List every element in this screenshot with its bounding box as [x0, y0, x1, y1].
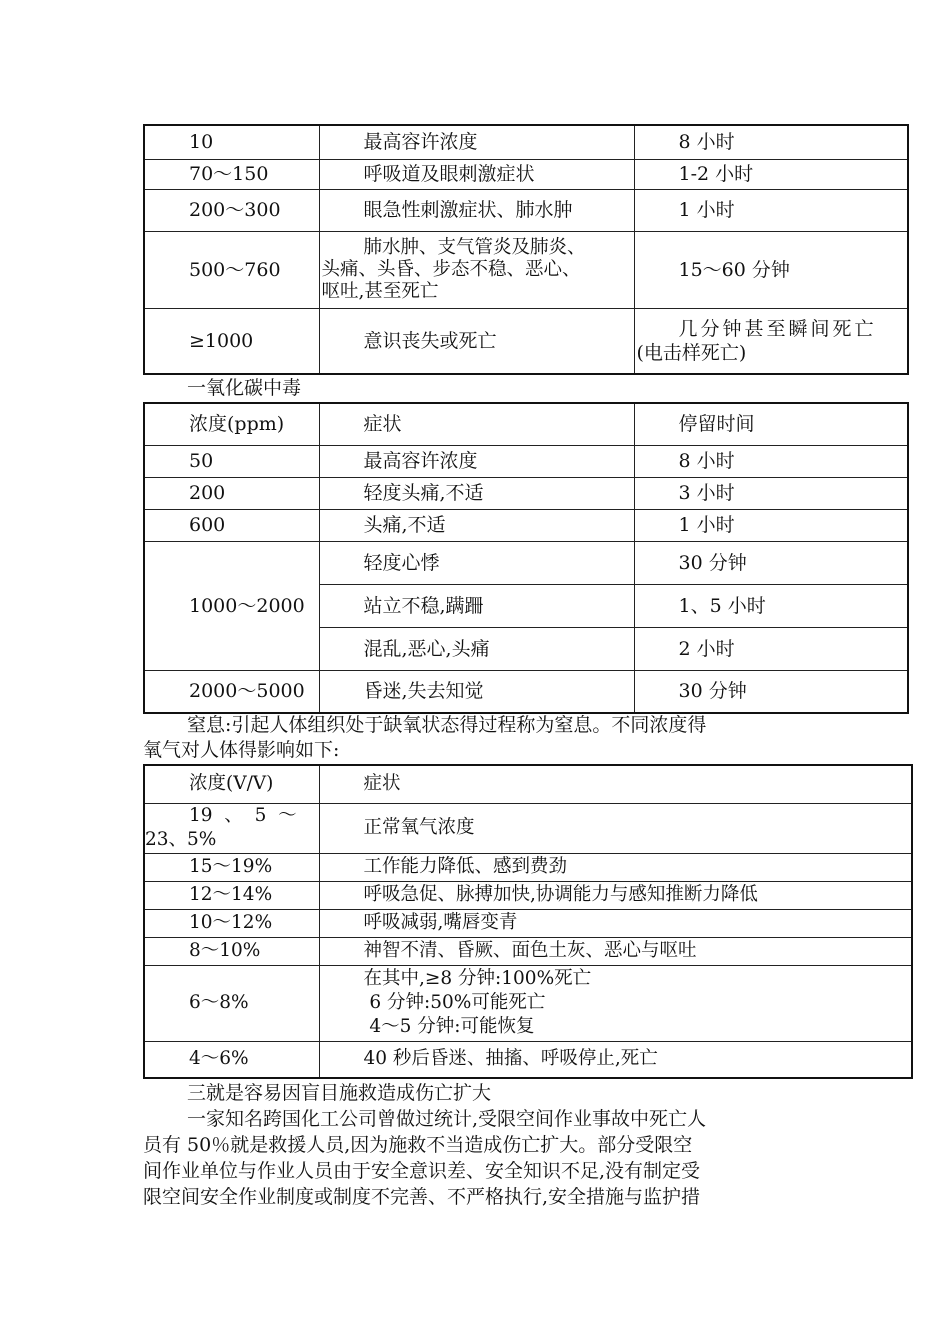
- time-cell: 1 小时: [634, 509, 908, 541]
- header-cell: 停留时间: [634, 403, 908, 445]
- table-row: [144, 477, 908, 509]
- time-cell: 8 小时: [634, 445, 908, 477]
- paragraph-line: 限空间安全作业制度或制度不完善、不严格执行,安全措施与监护措: [143, 1186, 701, 1208]
- conc-cell: ≥1000: [144, 308, 319, 374]
- time-cell: [634, 308, 908, 374]
- time-cell: 1 小时: [634, 189, 908, 231]
- conc-line: 23、5%: [145, 829, 217, 850]
- paragraph-line: 员有 50％就是救援人员,因为施救不当造成伤亡扩大。部分受限空: [143, 1134, 693, 1156]
- oxygen-table: [143, 764, 913, 1079]
- conc-cell: 2000～5000: [144, 670, 319, 713]
- paragraph-line: 氧气对人体得影响如下:: [143, 739, 340, 761]
- symptom-cell: 最高容许浓度: [319, 445, 634, 477]
- symptom-cell: 眼急性刺激症状、肺水肿: [319, 189, 634, 231]
- table-row: [144, 909, 912, 937]
- table-row: [144, 445, 908, 477]
- time-line: (电击样死亡): [636, 341, 747, 364]
- paragraph-line: 间作业单位与作业人员由于安全意识差、安全知识不足,没有制定受: [143, 1160, 701, 1182]
- time-cell: 30 分钟: [634, 541, 908, 584]
- symptom-cell: 呼吸道及眼刺激症状: [319, 159, 634, 189]
- paragraph-line: 窒息:引起人体组织处于缺氧状态得过程称为窒息。不同浓度得: [187, 714, 707, 736]
- conc-cell: 50: [144, 445, 319, 477]
- symptom-cell: 正常氧气浓度: [319, 803, 912, 853]
- section-point-three: 三就是容易因盲目施救造成伤亡扩大: [187, 1082, 492, 1104]
- symptom-cell: 神智不清、昏厥、面色土灰、恶心与呕吐: [319, 937, 912, 965]
- symptom-line: 头痛、头昏、步态不稳、恶心、: [321, 258, 581, 280]
- symptom-line: 在其中,≥8 分钟:100%死亡: [363, 968, 592, 989]
- co-table: [143, 402, 909, 714]
- symptom-cell: [319, 231, 634, 308]
- symptom-cell: 轻度心悸: [319, 541, 634, 584]
- table-row: [144, 541, 908, 584]
- table-row: [144, 308, 908, 374]
- conc-cell: 10: [144, 125, 319, 159]
- symptom-line: 4～5 分钟:可能恢复: [363, 1016, 535, 1037]
- symptom-cell: 呼吸减弱,嘴唇变青: [319, 909, 912, 937]
- time-cell: 30 分钟: [634, 670, 908, 713]
- symptom-cell: 站立不稳,蹒跚: [319, 584, 634, 627]
- conc-cell: 500～760: [144, 231, 319, 308]
- conc-cell: 200: [144, 477, 319, 509]
- time-cell: 2 小时: [634, 627, 908, 670]
- table-row: [144, 125, 908, 159]
- h2s-table: [143, 124, 909, 375]
- symptom-cell: 头痛,不适: [319, 509, 634, 541]
- conc-cell: 10～12%: [144, 909, 319, 937]
- symptom-line: 6 分钟:50%可能死亡: [363, 992, 546, 1013]
- table-row: [144, 965, 912, 1041]
- conc-cell: 600: [144, 509, 319, 541]
- header-cell: 浓度(V/V): [144, 765, 319, 803]
- header-cell: 症状: [319, 403, 634, 445]
- header-cell: 浓度(ppm): [144, 403, 319, 445]
- time-line: 几分钟甚至瞬间死亡: [678, 317, 877, 340]
- time-cell: 1-2 小时: [634, 159, 908, 189]
- table-header-row: [144, 765, 912, 803]
- symptom-cell: 轻度头痛,不适: [319, 477, 634, 509]
- conc-cell: [144, 803, 319, 853]
- symptom-line: 呕吐,甚至死亡: [321, 280, 439, 302]
- time-cell: 15～60 分钟: [634, 231, 908, 308]
- asphyxia-paragraph: [143, 713, 813, 763]
- table-row: [144, 231, 908, 308]
- time-cell: 8 小时: [634, 125, 908, 159]
- conc-cell: 200～300: [144, 189, 319, 231]
- symptom-line: 肺水肿、支气管炎及肺炎、: [363, 236, 586, 258]
- co-heading: 一氧化碳中毒: [187, 377, 302, 399]
- conc-cell: 70～150: [144, 159, 319, 189]
- final-paragraph: [143, 1106, 813, 1210]
- table-row: [144, 159, 908, 189]
- table-row: [144, 853, 912, 881]
- symptom-cell: 最高容许浓度: [319, 125, 634, 159]
- conc-cell: 6～8%: [144, 965, 319, 1041]
- table-row: [144, 189, 908, 231]
- symptom-cell: 混乱,恶心,头痛: [319, 627, 634, 670]
- conc-cell: 1000～2000: [144, 541, 319, 670]
- time-cell: 3 小时: [634, 477, 908, 509]
- table-row: [144, 881, 912, 909]
- conc-cell: 12～14%: [144, 881, 319, 909]
- table-row: [144, 937, 912, 965]
- table-header-row: [144, 403, 908, 445]
- table-row: [144, 509, 908, 541]
- symptom-cell: [319, 965, 912, 1041]
- conc-cell: 8～10%: [144, 937, 319, 965]
- table-row: [144, 670, 908, 713]
- header-cell: 症状: [319, 765, 912, 803]
- symptom-cell: 呼吸急促、脉搏加快,协调能力与感知推断力降低: [319, 881, 912, 909]
- symptom-cell: 意识丧失或死亡: [319, 308, 634, 374]
- symptom-cell: 40 秒后昏迷、抽搐、呼吸停止,死亡: [319, 1041, 912, 1078]
- conc-cell: 4～6%: [144, 1041, 319, 1078]
- paragraph-line: 一家知名跨国化工公司曾做过统计,受限空间作业事故中死亡人: [187, 1108, 707, 1130]
- table-row: [144, 803, 912, 853]
- conc-line: 19 、 5 ～: [189, 805, 297, 826]
- symptom-cell: 昏迷,失去知觉: [319, 670, 634, 713]
- symptom-cell: 工作能力降低、感到费劲: [319, 853, 912, 881]
- time-cell: 1、5 小时: [634, 584, 908, 627]
- conc-cell: 15～19%: [144, 853, 319, 881]
- table-row: [144, 1041, 912, 1078]
